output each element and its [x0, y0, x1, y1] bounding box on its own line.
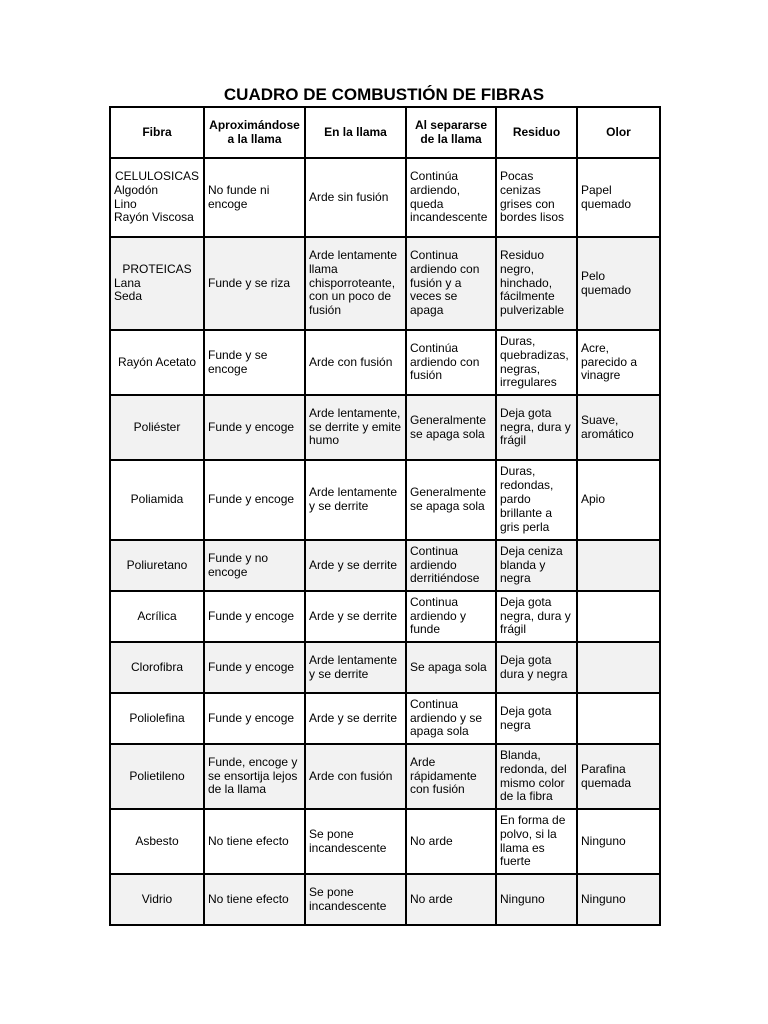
- olor-cell: [577, 642, 660, 693]
- en-la-llama-cell: Arde con fusión: [305, 744, 406, 809]
- en-la-llama-cell: Arde lentamente y se derrite: [305, 460, 406, 540]
- en-la-llama-cell: Arde y se derrite: [305, 693, 406, 744]
- en-la-llama-cell: Arde y se derrite: [305, 591, 406, 642]
- fibra-cell: [110, 158, 204, 237]
- table-row: [110, 693, 660, 744]
- olor-cell: Apio: [577, 460, 660, 540]
- residuo-cell: Blanda, redonda, del mismo color de la fibra: [496, 744, 577, 809]
- aproximandose-cell: Funde y encoge: [204, 591, 305, 642]
- residuo-cell: Deja ceniza blanda y negra: [496, 540, 577, 591]
- al-separarse-cell: Continua ardiendo y funde: [406, 591, 496, 642]
- al-separarse-cell: Se apaga sola: [406, 642, 496, 693]
- olor-cell: Papel quemado: [577, 158, 660, 237]
- fibra-cell: Acrílica: [110, 591, 204, 642]
- aproximandose-cell: Funde y encoge: [204, 395, 305, 460]
- residuo-cell: Deja gota negra, dura y frágil: [496, 591, 577, 642]
- fiber-item: Rayón Viscosa: [114, 210, 194, 225]
- residuo-cell: Pocas cenizas grises con bordes lisos: [496, 158, 577, 237]
- header-residuo: Residuo: [496, 107, 577, 158]
- aproximandose-cell: No tiene efecto: [204, 874, 305, 925]
- fibra-cell: Rayón Acetato: [110, 330, 204, 395]
- header-olor: Olor: [577, 107, 660, 158]
- en-la-llama-cell: Arde lentamente y se derrite: [305, 642, 406, 693]
- table-row: [110, 330, 660, 395]
- table-row: [110, 158, 660, 237]
- olor-cell: [577, 591, 660, 642]
- header-aproximandose: Aproximándose a la llama: [204, 107, 305, 158]
- aproximandose-cell: No funde ni encoge: [204, 158, 305, 237]
- fibra-cell: Asbesto: [110, 809, 204, 874]
- aproximandose-cell: Funde y encoge: [204, 642, 305, 693]
- table-row: [110, 809, 660, 874]
- olor-cell: Ninguno: [577, 809, 660, 874]
- aproximandose-cell: No tiene efecto: [204, 809, 305, 874]
- table-row: [110, 591, 660, 642]
- document-title: CUADRO DE COMBUSTIÓN DE FIBRAS: [223, 85, 545, 104]
- olor-cell: Pelo quemado: [577, 237, 660, 330]
- al-separarse-cell: No arde: [406, 809, 496, 874]
- fiber-item: Seda: [114, 289, 143, 304]
- table-row: [110, 395, 660, 460]
- residuo-cell: En forma de polvo, si la llama es fuerte: [496, 809, 577, 874]
- table-row: [110, 460, 660, 540]
- al-separarse-cell: Generalmente se apaga sola: [406, 395, 496, 460]
- fibra-cell: Poliolefina: [110, 693, 204, 744]
- fibra-cell: Poliuretano: [110, 540, 204, 591]
- en-la-llama-cell: Arde con fusión: [305, 330, 406, 395]
- aproximandose-cell: Funde y encoge: [204, 460, 305, 540]
- al-separarse-cell: Continua ardiendo derritiéndose: [406, 540, 496, 591]
- residuo-cell: Deja gota negra, dura y frágil: [496, 395, 577, 460]
- header-en-la-llama: En la llama: [305, 107, 406, 158]
- fibra-cell: [110, 237, 204, 330]
- residuo-cell: Duras, quebradizas, negras, irregulares: [496, 330, 577, 395]
- en-la-llama-cell: Se pone incandescente: [305, 809, 406, 874]
- fiber-item: Lino: [114, 196, 137, 211]
- aproximandose-cell: Funde y encoge: [204, 693, 305, 744]
- olor-cell: Acre, parecido a vinagre: [577, 330, 660, 395]
- header-row: [110, 107, 660, 158]
- fibra-cell: Poliéster: [110, 395, 204, 460]
- table-row: [110, 874, 660, 925]
- residuo-cell: Residuo negro, hinchado, fácilmente pulverizable: [496, 237, 577, 330]
- fiber-item: Lana: [114, 275, 141, 290]
- table-row: [110, 237, 660, 330]
- en-la-llama-cell: Arde sin fusión: [305, 158, 406, 237]
- olor-cell: Parafina quemada: [577, 744, 660, 809]
- residuo-cell: Ninguno: [496, 874, 577, 925]
- olor-cell: [577, 540, 660, 591]
- en-la-llama-cell: Arde lentamente, se derrite y emite humo: [305, 395, 406, 460]
- aproximandose-cell: Funde y se riza: [204, 237, 305, 330]
- table-row: [110, 540, 660, 591]
- al-separarse-cell: Continua ardiendo y se apaga sola: [406, 693, 496, 744]
- olor-cell: Suave, aromático: [577, 395, 660, 460]
- al-separarse-cell: No arde: [406, 874, 496, 925]
- residuo-cell: Duras, redondas, pardo brillante a gris perla: [496, 460, 577, 540]
- en-la-llama-cell: Arde lentamente llama chisporroteante, con un poco de fusión: [305, 237, 406, 330]
- aproximandose-cell: Funde y se encoge: [204, 330, 305, 395]
- header-al-separarse: Al separarse de la llama: [406, 107, 496, 158]
- residuo-cell: Deja gota dura y negra: [496, 642, 577, 693]
- table-row: [110, 642, 660, 693]
- aproximandose-cell: Funde, encoge y se ensortija lejos de la llama: [204, 744, 305, 809]
- en-la-llama-cell: Arde y se derrite: [305, 540, 406, 591]
- fiber-group-title: CELULOSICAS: [114, 168, 200, 183]
- fiber-combustion-table: [109, 106, 661, 926]
- fibra-cell: Polietileno: [110, 744, 204, 809]
- en-la-llama-cell: Se pone incandescente: [305, 874, 406, 925]
- al-separarse-cell: Continúa ardiendo con fusión: [406, 330, 496, 395]
- fibra-cell: Clorofibra: [110, 642, 204, 693]
- olor-cell: [577, 693, 660, 744]
- fibra-cell: Vidrio: [110, 874, 204, 925]
- al-separarse-cell: Continúa ardiendo, queda incandescente: [406, 158, 496, 237]
- fiber-item: Algodón: [114, 182, 159, 197]
- aproximandose-cell: Funde y no encoge: [204, 540, 305, 591]
- residuo-cell: Deja gota negra: [496, 693, 577, 744]
- table-row: [110, 744, 660, 809]
- al-separarse-cell: Continua ardiendo con fusión y a veces se apaga: [406, 237, 496, 330]
- al-separarse-cell: Generalmente se apaga sola: [406, 460, 496, 540]
- al-separarse-cell: Arde rápidamente con fusión: [406, 744, 496, 809]
- fiber-group-title: PROTEICAS: [122, 261, 192, 276]
- header-fibra: Fibra: [110, 107, 204, 158]
- fibra-cell: Poliamida: [110, 460, 204, 540]
- olor-cell: Ninguno: [577, 874, 660, 925]
